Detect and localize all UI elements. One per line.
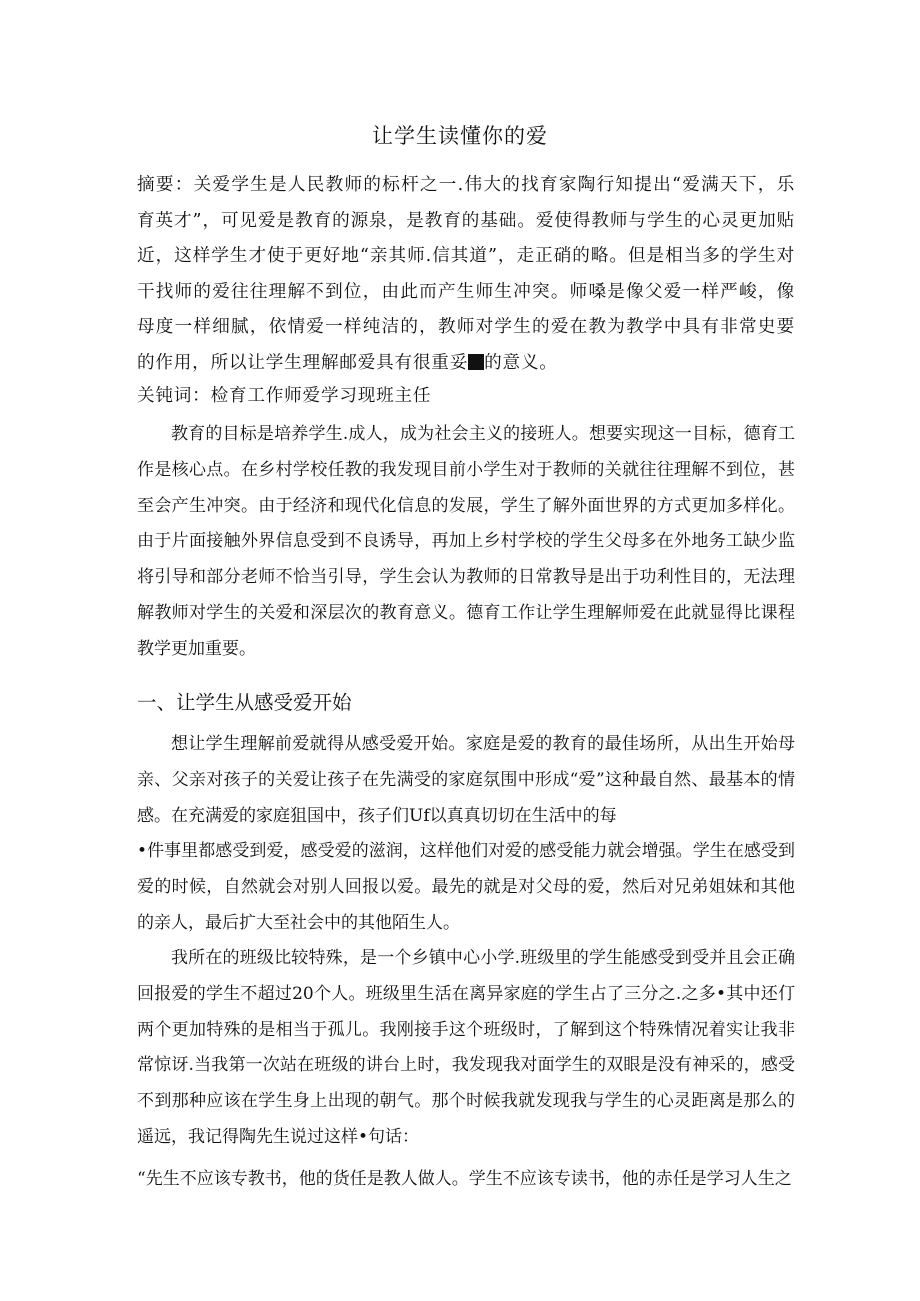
section-1-heading: 一、让学生从感受爱开始 <box>137 691 352 714</box>
section-1-quote: “先生不应该专教书，他的货任是教人做人。学生不应该专读书，他的赤任是学习人生之 <box>137 1169 792 1189</box>
black-square-mark <box>468 354 484 370</box>
intro-paragraph: 教育的目标是培养学生.成人，成为社会主义的接班人。想要实现这一目标，德育工作是核心点。在乡村学校任教的我发现目前小学生对于教师的关就往往理解不到位，甚至会产生冲突。由于经济和现代化信息的发展，学生了解外面世界的方式更加多样化。由于片面接触外界信息受到不良诱导，再加上乡村学校的学生父母多在外地务工缺少监将引导和部分老师不恰当引导，学生会认为教师的日常教导是出于功利性目的，无法理解教师对学生的关爱和深层次的教育意义。德育工作让学生理解师爱在此就显得比课程教学更加重要。 <box>137 424 795 659</box>
section-1-paragraph-1-part-a: 想让学生理解前爱就得从感受爱开始。家庭是爱的教育的最佳场所，从出生开始母亲、父亲对孩子的关爱让孩子在先满受的家庭氛围中形成“爱”这种最自然、最基本的情感。在充满爱的家庭狙国中，孩子们Uf以真真切切在生活中的每 <box>137 734 795 826</box>
abstract-text: 关爱学生是人民教师的标杆之一.伟大的找育家陶行知提出“爱满天下，乐育英才”，可见爱是教育的源泉，是教育的基础。爱使得教师与学生的心灵更加贴近，这样学生才使于更好地“亲其师.信其道”，走正硝的略。但是相当多的学生对干找师的爱往往理解不到位，由此而产生师生冲突。师嗓是像父爱一样严峻，像母度一样细腻，依情爱一样纯洁的，教师对学生的爱在教为教学中具有非常史要的作用，所以让学生理解邮爱具有很重妥 <box>137 175 795 373</box>
keywords-text: 检育工作师爱学习现班主任 <box>210 386 432 406</box>
abstract-end: 的意义。 <box>484 352 558 373</box>
section-1-paragraph-1 <box>137 727 795 942</box>
abstract <box>137 168 795 381</box>
section-1-paragraph-1-part-b: •件事里都感受到爱，感受爱的滋润，这样他们对爱的感受能力就会增强。学生在感受到爱的时候，自然就会对别人回报以爱。最先的就是对父母的爱，然后对兄弟姐妹和其他的亲人，最后扩大至社会中的其他陌生人。 <box>137 841 795 933</box>
abstract-label: 摘要： <box>137 175 194 195</box>
page-title: 让学生读懂你的爱 <box>372 124 548 148</box>
section-1-paragraph-2: 我所在的班级比较特殊，是一个乡镇中心小学.班级里的学生能感受到受并且会正确回报爱的学生不超过20个人。班级里生活在离异家庭的学生占了三分之.之多•其中还仃两个更加特殊的是相当于孤儿。我刚接手这个班级时，了解到这个特殊情况着实让我非常惊讶.当我第一次站在班级的讲台上时，我发现我对面学生的双眼是没有神采的，感受不到那种应该在学生身上出现的朝气。那个时候我就发现我与学生的心灵距离是那么的遥远，我记得陶先生说过这样•句话： <box>137 948 795 1147</box>
keywords-label: 关钝词： <box>137 386 211 406</box>
keywords <box>137 381 795 411</box>
